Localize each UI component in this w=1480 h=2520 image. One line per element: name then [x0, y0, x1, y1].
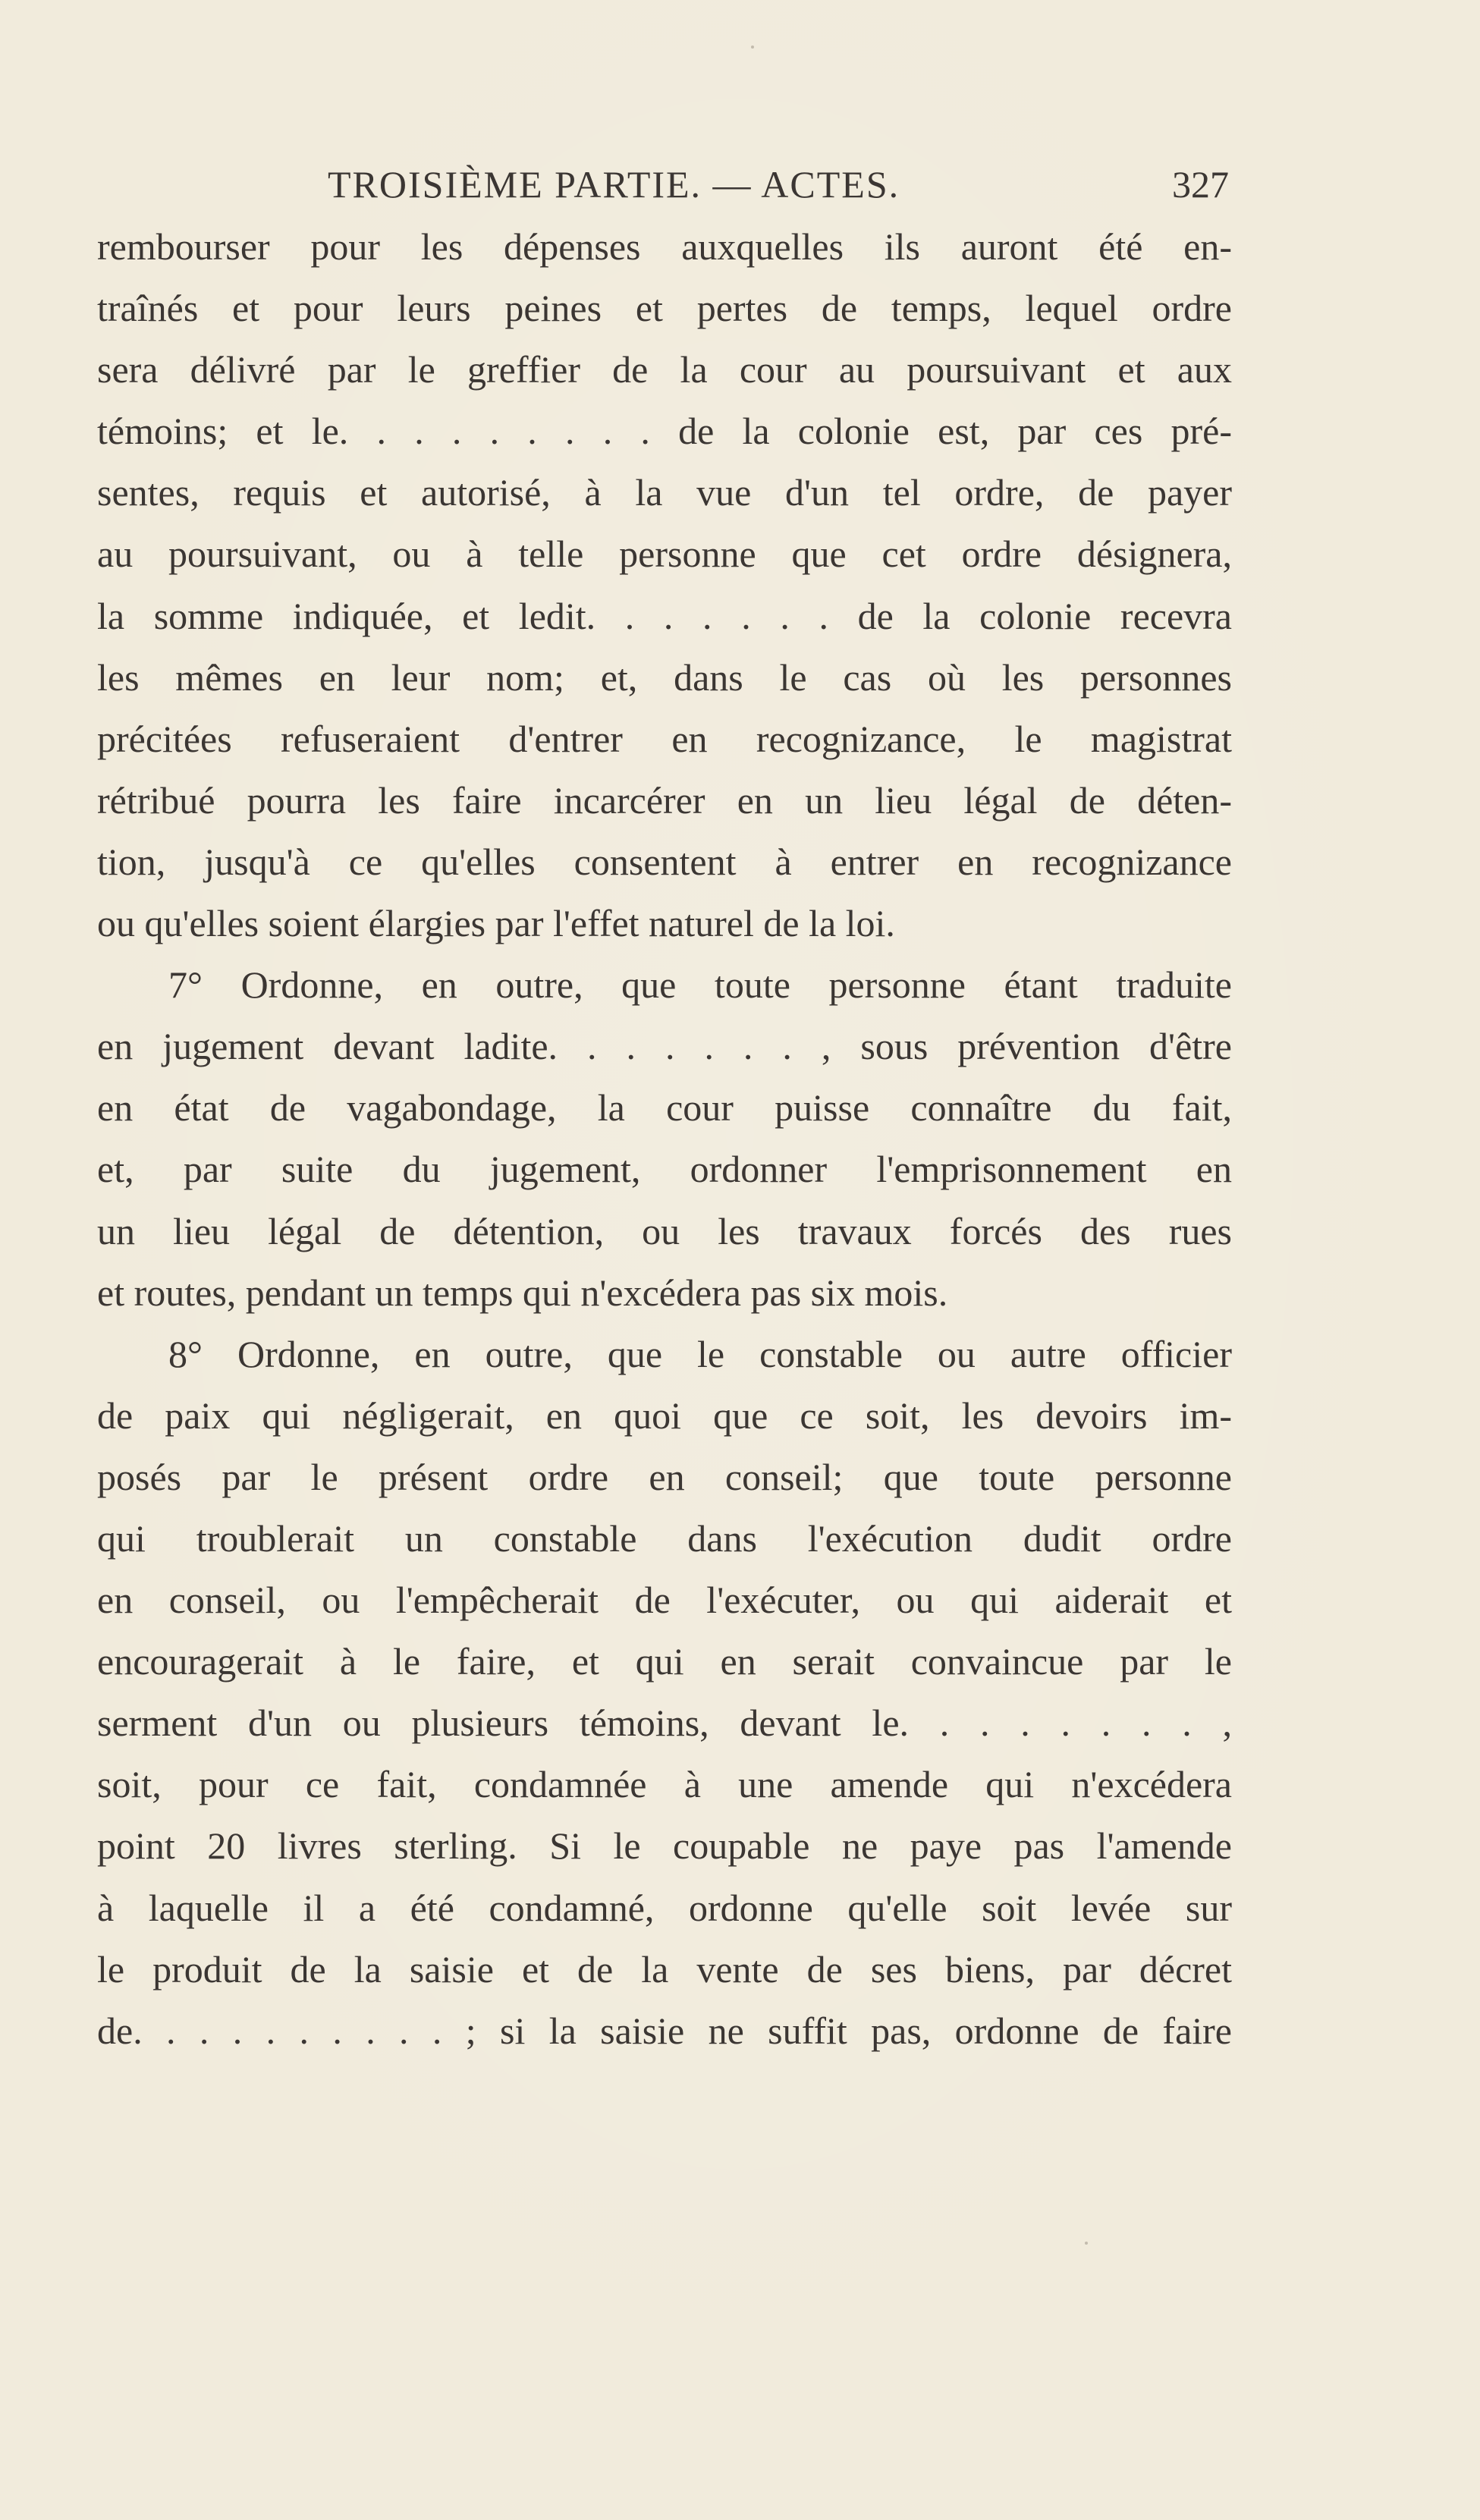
text-line: en jugement devant ladite. . . . . . . , sous prévention d'être [97, 1025, 1232, 1068]
text-line: posés par le présent ordre en conseil; que toute personne [97, 1455, 1232, 1498]
text-line: à laquelle il a été condamné, ordonne qu'elle soit levée sur [97, 1886, 1232, 1929]
paper-speck [1085, 2242, 1088, 2245]
text-line: au poursuivant, ou à telle personne que cet ordre désignera, [97, 533, 1232, 576]
text-line: la somme indiquée, et ledit. . . . . . . de la colonie recevra [97, 594, 1232, 637]
paper-speck [751, 46, 754, 49]
page-number: 327 [1172, 163, 1229, 206]
text-line: le produit de la saisie et de la vente de ses biens, par décret [97, 1947, 1232, 1991]
text-line: serment d'un ou plusieurs témoins, devant le. . . . . . . . , [97, 1701, 1232, 1745]
text-line: en conseil, ou l'empêcherait de l'exécuter, ou qui aiderait et [97, 1579, 1232, 1622]
text-line: sera délivré par le greffier de la cour au poursuivant et aux [97, 348, 1232, 391]
text-line: et routes, pendant un temps qui n'excédera pas six mois. [97, 1271, 948, 1314]
text-line: traînés et pour leurs peines et pertes de temps, lequel ordre [97, 287, 1232, 330]
text-line: en état de vagabondage, la cour puisse connaître du fait, [97, 1086, 1232, 1130]
text-line: soit, pour ce fait, condamnée à une amende qui n'excédera [97, 1763, 1232, 1806]
text-line: ou qu'elles soient élargies par l'effet naturel de la loi. [97, 902, 895, 945]
text-line: un lieu légal de détention, ou les travaux forcés des rues [97, 1209, 1232, 1252]
page-header [328, 158, 1229, 211]
text-line: les mêmes en leur nom; et, dans le cas où les personnes [97, 655, 1232, 699]
body-text [97, 216, 1232, 2062]
text-line: tion, jusqu'à ce qu'elles consentent à entrer en recognizance [97, 840, 1232, 883]
text-line: qui troublerait un constable dans l'exécution dudit ordre [97, 1516, 1232, 1560]
text-line: rétribué pourra les faire incarcérer en un lieu légal de déten- [97, 778, 1232, 822]
text-line: précitées refuseraient d'entrer en recognizance, le magistrat [97, 717, 1232, 760]
text-line: encouragerait à le faire, et qui en serait convaincue par le [97, 1640, 1232, 1683]
paragraph-7-start: 7° Ordonne, en outre, que toute personne étant traduite [168, 963, 1232, 1007]
text-line: point 20 livres sterling. Si le coupable ne paye pas l'amende [97, 1824, 1232, 1868]
text-line: et, par suite du jugement, ordonner l'emprisonnement en [97, 1148, 1232, 1191]
paragraph-8-start: 8° Ordonne, en outre, que le constable ou autre officier [168, 1332, 1232, 1375]
text-line: de. . . . . . . . . . ; si la saisie ne suffit pas, ordonne de faire [97, 2009, 1232, 2052]
text-line: témoins; et le. . . . . . . . . de la colonie est, par ces pré- [97, 410, 1232, 453]
running-head: TROISIÈME PARTIE. — ACTES. [328, 163, 900, 206]
text-line: de paix qui négligerait, en quoi que ce soit, les devoirs im- [97, 1394, 1232, 1437]
text-line: sentes, requis et autorisé, à la vue d'un tel ordre, de payer [97, 471, 1232, 514]
text-line: rembourser pour les dépenses auxquelles ils auront été en- [97, 225, 1232, 268]
